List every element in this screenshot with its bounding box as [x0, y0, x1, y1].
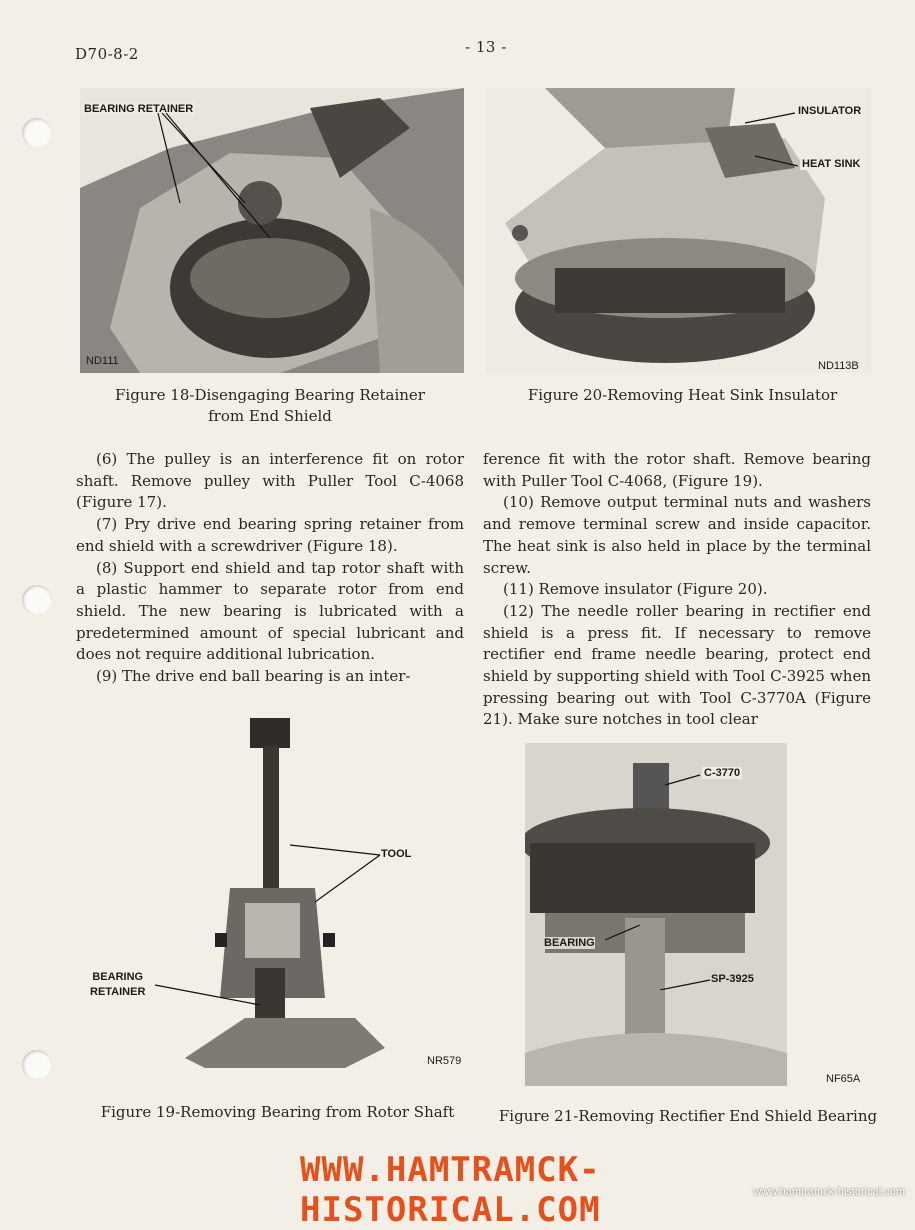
paragraph: ference fit with the rotor shaft. Remove bearing with Puller Tool C-4068, (Figure 19). [483, 450, 871, 490]
figure-19-caption: Figure 19-Removing Bearing from Rotor Shaft [100, 1103, 455, 1121]
callout-insulator: INSULATOR [798, 105, 862, 117]
callout-leader-lines [150, 840, 390, 1020]
callout-bearing: BEARING [544, 937, 595, 949]
caption-line: from End Shield [208, 407, 332, 425]
watermark: WWW.HAMTRAMCK-HISTORICAL.COM [300, 1150, 601, 1230]
callout-sp-3925: SP-3925 [711, 973, 754, 985]
caption-line: Figure 18-Disengaging Bearing Retainer [115, 386, 425, 404]
punch-hole [22, 1050, 52, 1080]
callout-line: BEARING [92, 971, 144, 983]
callout-heat-sink: HEAT SINK [802, 158, 861, 170]
punch-hole [22, 585, 52, 615]
watermark-small: www.hamtramck-historical.com [753, 1186, 905, 1198]
page-number: - 13 - [465, 38, 507, 56]
heat-sink-illustration [485, 88, 871, 373]
paragraph: (8) Support end shield and tap rotor shaft with a plastic hammer to separate rotor from end shield. The new bearing is lubricated with a predetermined amount of special lubricant and does not require additional lubrication. [76, 558, 464, 664]
paragraph: (11) Remove insulator (Figure 20). [503, 580, 768, 599]
paragraph: (9) The drive end ball bearing is an inter- [96, 667, 411, 686]
paragraph: (7) Pry drive end bearing spring retainer from end shield with a screwdriver (Figure 18). [76, 515, 464, 555]
callout-bearing-retainer [90, 970, 145, 1000]
callout-leader-lines [730, 108, 800, 178]
callout-bearing-retainer: BEARING RETAINER [84, 103, 194, 115]
document-code: D70-8-2 [75, 45, 139, 63]
callout-c-3770: C-3770 [704, 767, 741, 779]
punch-hole [22, 118, 52, 148]
left-column-text [76, 449, 464, 688]
figure-20-photo [485, 88, 871, 373]
paragraph: (10) Remove output terminal nuts and washers and remove terminal screw and inside capacitor. The heat sink is also held in place by the terminal screw. [483, 493, 871, 577]
figure-20-caption: Figure 20-Removing Heat Sink Insulator [527, 386, 838, 404]
right-column-text [483, 449, 871, 731]
figure-id: NR579 [427, 1055, 462, 1067]
callout-line: RETAINER [90, 986, 146, 998]
figure-id: ND113B [818, 360, 859, 372]
callout-leader-lines [600, 770, 720, 990]
paragraph: (12) The needle roller bearing in rectifier end shield is a press fit. If necessary to remove rectifier end frame needle bearing, protect end shield by supporting shield with Tool C-3925 when pressing bearing out with Tool C-3770A (Figure 21). Make sure notches in tool clear [483, 601, 871, 729]
figure-id: ND111 [86, 355, 119, 367]
figure-21-caption: Figure 21-Removing Rectifier End Shield Bearing [498, 1107, 878, 1125]
callout-tool: TOOL [381, 848, 412, 860]
figure-18-caption [80, 385, 460, 427]
callout-leader-lines [80, 88, 280, 248]
figure-id: NF65A [826, 1073, 861, 1085]
paragraph: (6) The pulley is an interference fit on rotor shaft. Remove pulley with Puller Tool C-4068 (Figure 17). [76, 450, 464, 512]
